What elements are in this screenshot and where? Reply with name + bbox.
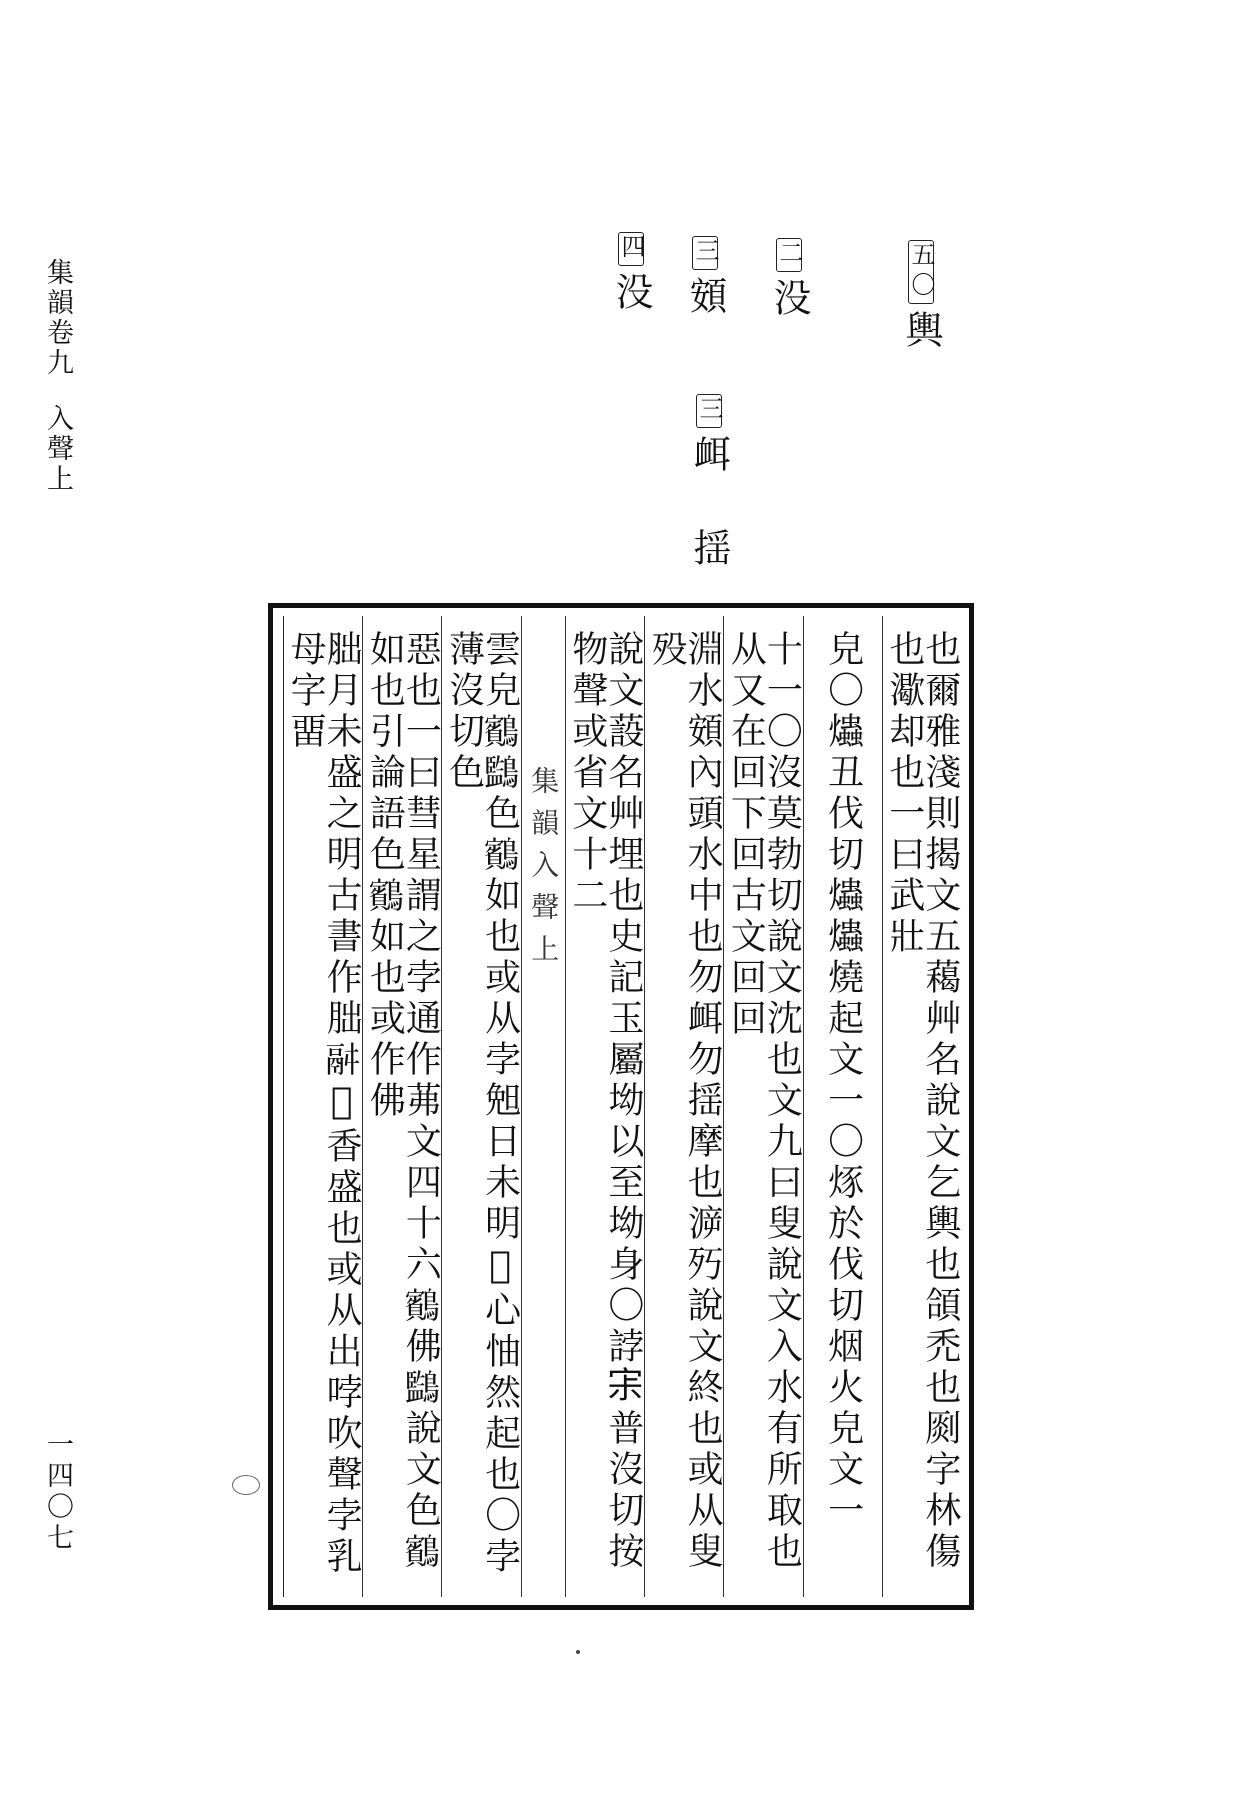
tone-section: 入聲上 (42, 404, 73, 494)
text-column: 皃〇爞丑伐切爞爞燒起文一〇烼於伐切烟火皃文一 (803, 616, 882, 1597)
collation-note-50 (899, 240, 943, 354)
text-column: 說文蔎名艸埋也史記玉屬坳以至坳身〇誖𡧯普沒切按物聲或省文十二 (565, 616, 644, 1597)
book-title: 集韻卷九 (42, 258, 73, 378)
text-column: 胐月未盛之明古書作朏𩰫𩰜香盛也或从出哱吹聲孛乳母字畱 (285, 630, 363, 1578)
collation-note-3 (683, 236, 727, 320)
block-center-gutter: 集韻入聲上 (521, 616, 565, 1597)
note-text: 没 (609, 272, 653, 316)
printed-text-frame (268, 603, 974, 1610)
note-text: 輿 (899, 310, 943, 354)
text-column: 惡也一曰彗星謂之孛通作茀文四十六𪇕佛𪇖說文色𪇕如也引論語色𪇕如也或作佛 (362, 616, 441, 1597)
ink-dot (576, 1650, 580, 1654)
note-marker: 三 (691, 238, 719, 268)
ink-smudge (232, 1475, 260, 1495)
text-column: 十一〇沒莫勃切說文沈也文九曰叟說文入水有所取也从又在回下回古文回回 (723, 616, 802, 1597)
note-marker: 四 (617, 234, 645, 264)
note-text: 頞 (683, 276, 727, 320)
collation-note-3b (687, 394, 731, 572)
text-columns (284, 616, 961, 1597)
text-column: 雲皃𪇕𪇖色𪇕如也或从孛𣆶日未明𢘥心怞然起也〇孛薄沒切色 (441, 616, 520, 1597)
note-marker: 二 (775, 240, 803, 270)
text-column: 淵水頞內頭水中也勿衈勿揺摩也㴑㱙說文終也或从叟殁 (644, 616, 723, 1597)
page-number: 一四〇七 (42, 1430, 73, 1554)
collation-note-4 (609, 232, 653, 316)
note-text: 没 (767, 278, 811, 322)
text-column: 也爾雅淺則揭文五藒艸名說文乞輿也頜禿也㓹字林傷也㵣却也一曰武壯 (882, 616, 961, 1597)
note-marker: 五〇 (907, 242, 935, 302)
note-text: 衈 揺 (687, 434, 731, 572)
note-marker: 三 (695, 396, 723, 426)
collation-note-2 (767, 238, 811, 322)
text-block (283, 616, 961, 1597)
running-header (44, 258, 71, 494)
